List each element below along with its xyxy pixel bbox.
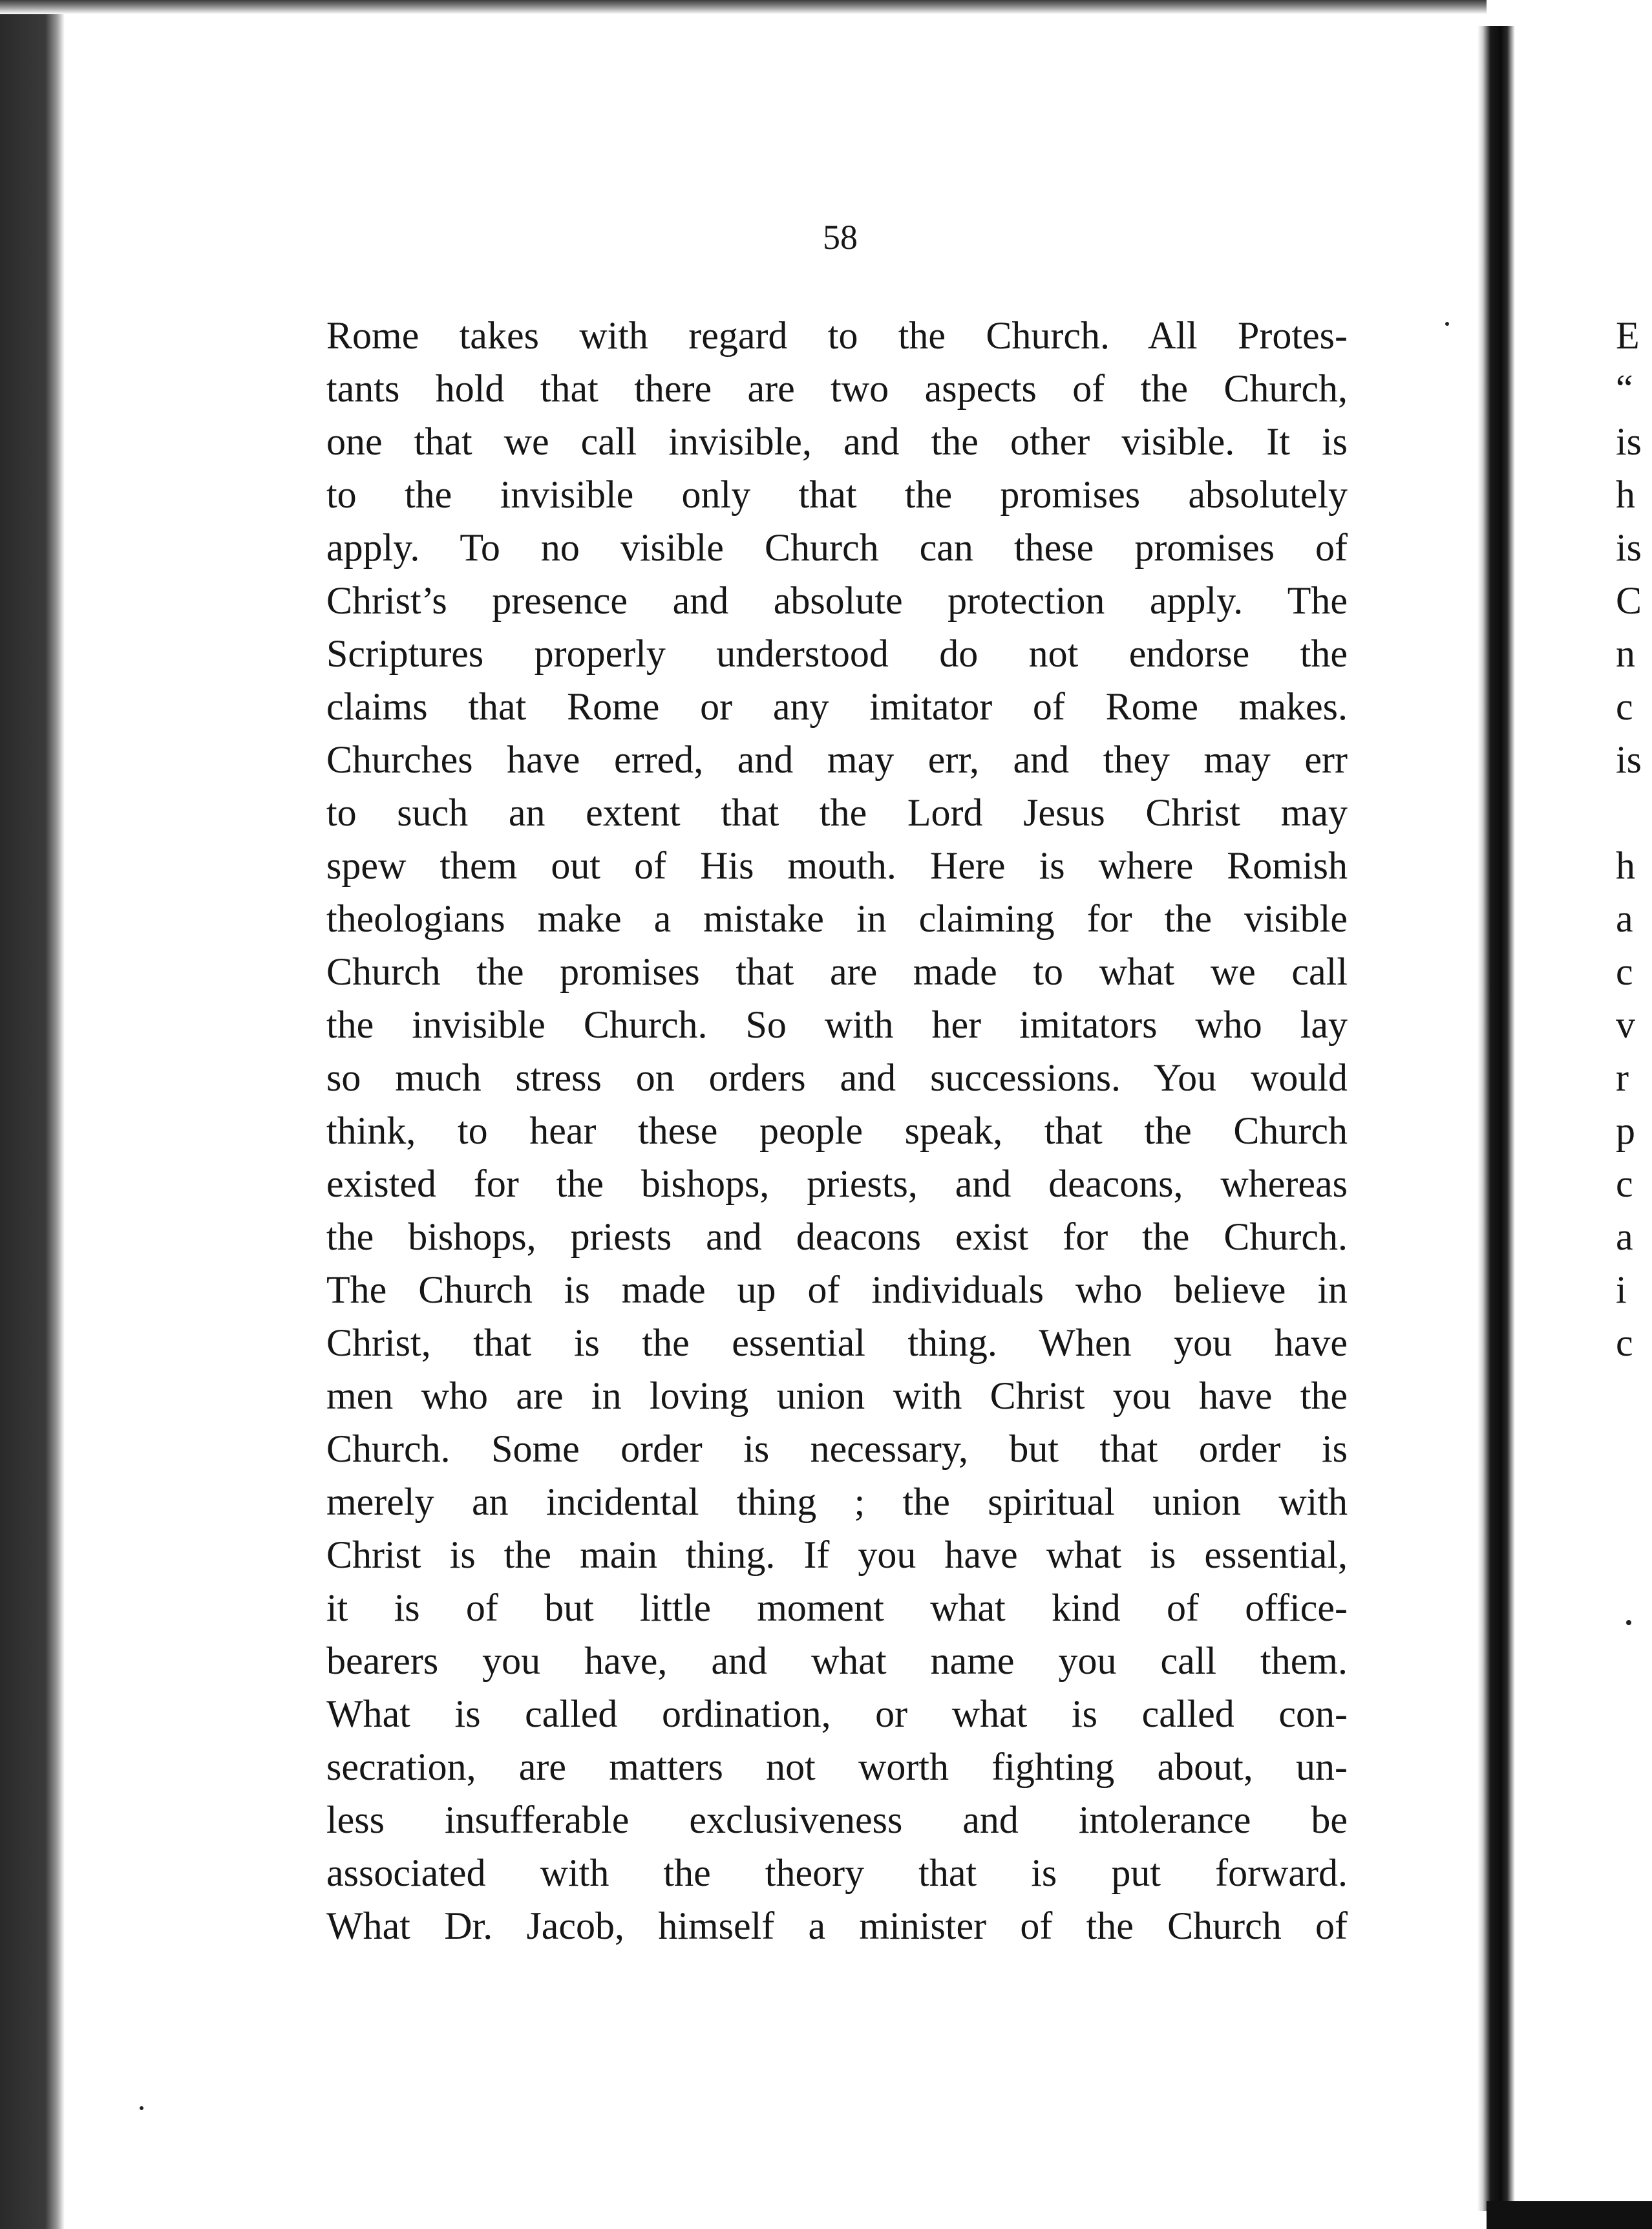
facing-page-letter: c [1616, 685, 1633, 728]
text-line: theologians make a mistake in claiming for the visible [326, 897, 1348, 940]
text-line: claims that Rome or any imitator of Rome makes. [326, 685, 1348, 728]
facing-page-letter: h [1616, 473, 1635, 516]
scan-speck [1626, 1620, 1631, 1625]
text-line: The Church is made up of individuals who believe in [326, 1268, 1348, 1311]
text-line: What Dr. Jacob, himself a minister of the Church of [326, 1904, 1348, 1947]
text-line: Christ is the main thing. If you have what is essential, [326, 1533, 1348, 1576]
text-line: bearers you have, and what name you call them. [326, 1639, 1348, 1682]
facing-page-letter: c [1616, 1321, 1633, 1364]
text-line: associated with the theory that is put forward. [326, 1851, 1348, 1894]
facing-page-fragment [1616, 309, 1652, 1369]
text-line: tants hold that there are two aspects of the Church, [326, 367, 1348, 410]
facing-page-letter: is [1616, 526, 1642, 569]
text-line: the invisible Church. So with her imitators who lay [326, 1003, 1348, 1046]
text-line: Rome takes with regard to the Church. All Protes- [326, 314, 1348, 357]
facing-page-letter: c [1616, 950, 1633, 993]
text-line: one that we call invisible, and the other visible. It is [326, 420, 1348, 463]
text-line: think, to hear these people speak, that the Church [326, 1109, 1348, 1152]
text-line: less insufferable exclusiveness and intolerance be [326, 1798, 1348, 1841]
facing-page-letter: a [1616, 897, 1633, 940]
left-scan-edge [0, 0, 65, 2229]
facing-page-letter: E [1616, 314, 1640, 357]
text-line: Church the promises that are made to what we call [326, 950, 1348, 993]
facing-page-letter: C [1616, 579, 1642, 622]
facing-page-letter: i [1616, 1268, 1627, 1311]
facing-page-letter [1616, 786, 1652, 839]
page-number: 58 [823, 218, 858, 257]
text-line: What is called ordination, or what is called con- [326, 1692, 1348, 1735]
text-line: Christ, that is the essential thing. When you have [326, 1321, 1348, 1364]
text-line: Scriptures properly understood do not endorse the [326, 632, 1348, 675]
text-line: to such an extent that the Lord Jesus Christ may [326, 791, 1348, 834]
text-line: it is of but little moment what kind of office- [326, 1586, 1348, 1629]
text-line: merely an incidental thing ; the spiritual union with [326, 1480, 1348, 1523]
text-line: existed for the bishops, priests, and deacons, whereas [326, 1162, 1348, 1205]
text-line: Christ’s presence and absolute protection apply. The [326, 579, 1348, 622]
facing-page-letter: n [1616, 632, 1635, 675]
text-line: secration, are matters not worth fighting about, un- [326, 1745, 1348, 1788]
text-line: men who are in loving union with Christ you have the [326, 1374, 1348, 1417]
scan-speck [140, 2106, 143, 2110]
facing-page-letter: v [1616, 1003, 1635, 1046]
text-line: Churches have erred, and may err, and they may err [326, 738, 1348, 781]
scan-speck [1445, 322, 1449, 326]
facing-page-letter: a [1616, 1215, 1633, 1258]
text-line: the bishops, priests and deacons exist for the Church. [326, 1215, 1348, 1258]
text-line: so much stress on orders and successions. You would [326, 1056, 1348, 1099]
text-line: apply. To no visible Church can these promises of [326, 526, 1348, 569]
text-line: to the invisible only that the promises absolutely [326, 473, 1348, 516]
text-line: spew them out of His mouth. Here is where Romish [326, 844, 1348, 887]
facing-page-letter: is [1616, 420, 1642, 463]
facing-page-letter: is [1616, 738, 1642, 781]
bottom-scan-edge [1487, 2201, 1652, 2229]
facing-page-letter: p [1616, 1109, 1635, 1152]
book-gutter [1477, 26, 1515, 2211]
body-text [326, 309, 1348, 1952]
facing-page-letter: c [1616, 1162, 1633, 1205]
facing-page-letter: “ [1616, 367, 1633, 410]
facing-page-letter: h [1616, 844, 1635, 887]
text-line: Church. Some order is necessary, but that order is [326, 1427, 1348, 1470]
facing-page-letter: r [1616, 1056, 1629, 1099]
top-scan-edge [0, 0, 1487, 14]
